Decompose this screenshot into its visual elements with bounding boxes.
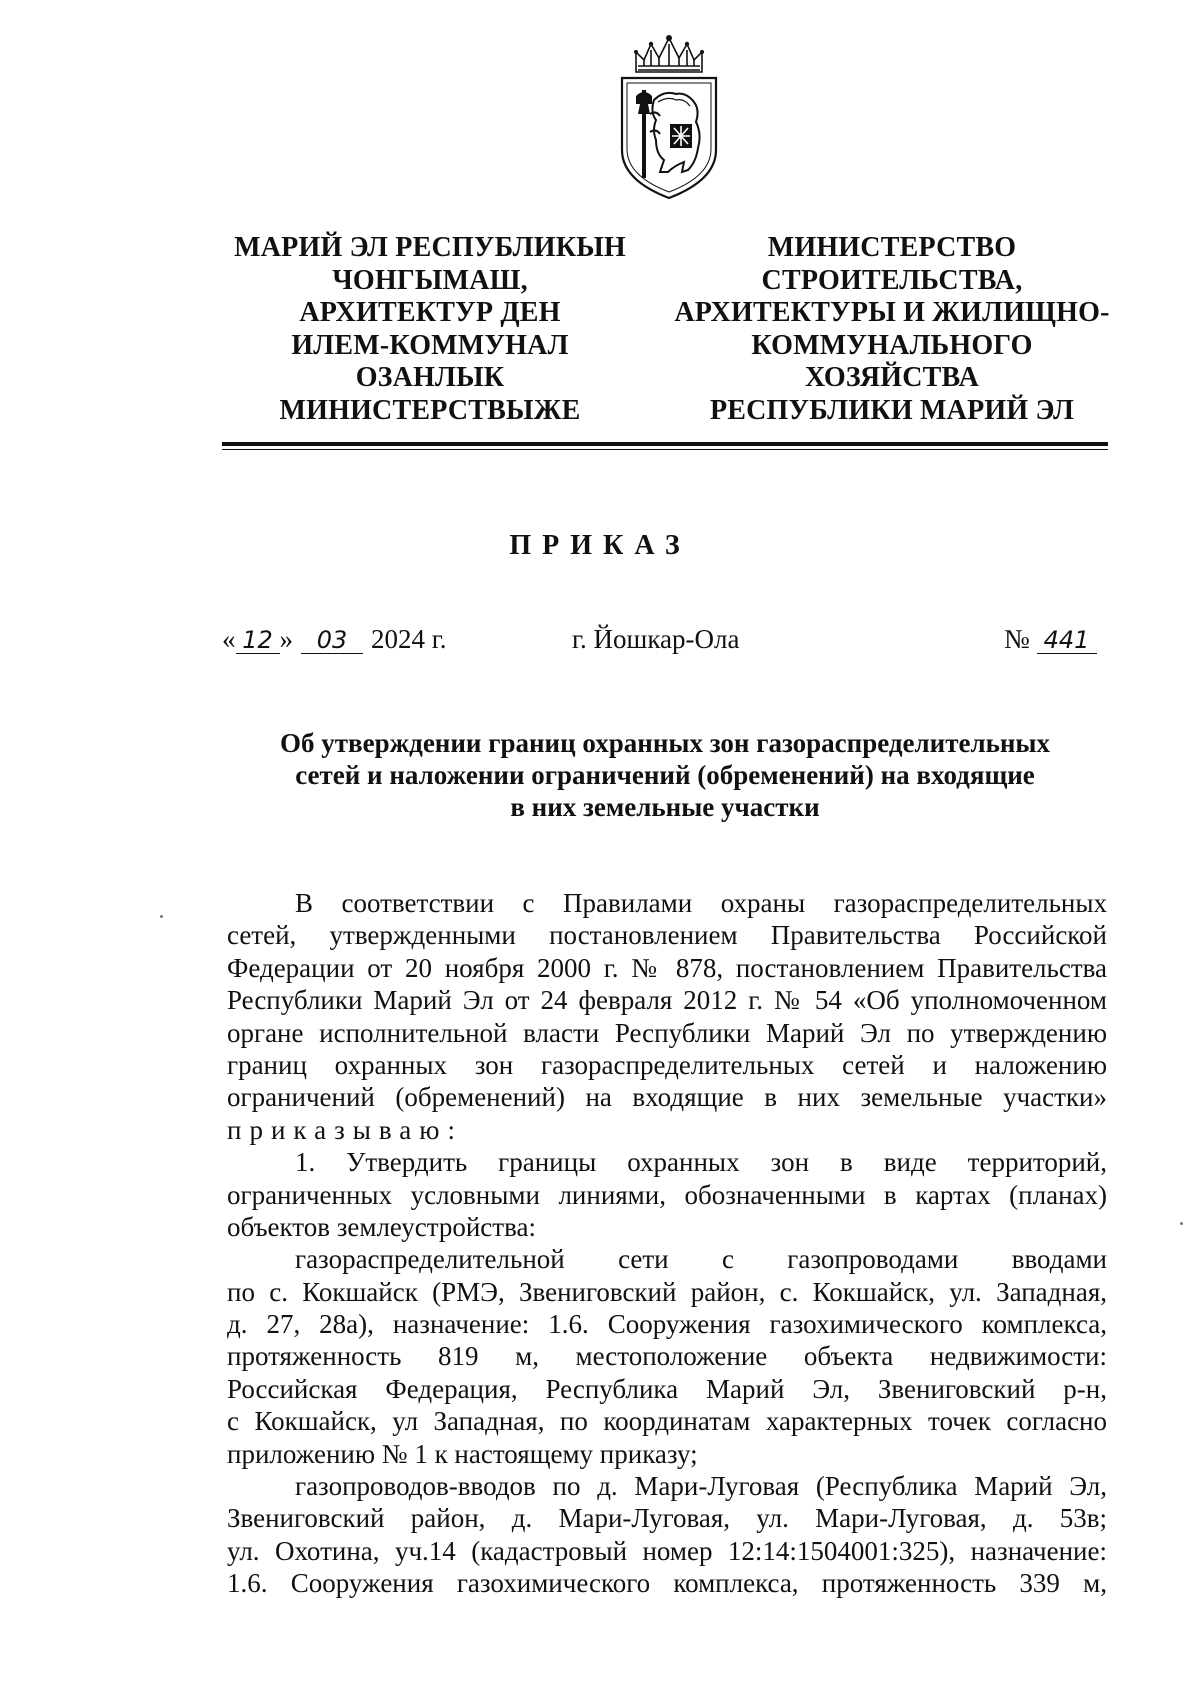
number-handwritten: 441 bbox=[1037, 627, 1097, 654]
document-city: г. Йошкар-Ола bbox=[572, 624, 740, 654]
scan-speck bbox=[160, 915, 163, 918]
document-title bbox=[222, 727, 1108, 823]
header-russian-line: КОММУНАЛЬНОГО bbox=[751, 329, 1033, 361]
header-russian bbox=[672, 232, 1112, 427]
title-line: Об утверждении границ охранных зон газораспределительных bbox=[279, 728, 1051, 758]
body-line: по с. Кокшайск (РМЭ, Звениговский район, с. Кокшайск, ул. Западная, bbox=[227, 1276, 1107, 1307]
body-line: приложению № 1 к настоящему приказу; bbox=[227, 1438, 698, 1469]
header-mari-line: АРХИТЕКТУР ДЕН bbox=[299, 297, 561, 328]
date-month-handwritten: 03 bbox=[301, 627, 363, 654]
body-line: объектов землеустройства: bbox=[227, 1211, 536, 1242]
header-divider-thin bbox=[222, 449, 1108, 450]
document-number bbox=[1004, 624, 1097, 655]
number-label: № bbox=[1004, 624, 1030, 654]
document-type-heading: ПРИКАЗ bbox=[509, 530, 691, 561]
body-line: с Кокшайск, ул Западная, по координатам характерных точек согласно bbox=[227, 1406, 1107, 1437]
header-mari-line: ИЛЕМ-КОММУНАЛ bbox=[291, 329, 569, 361]
body-line: органе исполнительной власти Республики Марий Эл по утверждению bbox=[227, 1017, 1107, 1048]
body-line: границ охранных зон газораспределительных сетей и наложению bbox=[227, 1049, 1107, 1080]
title-line: в них земельные участки bbox=[510, 792, 820, 822]
header-divider-thick bbox=[222, 442, 1108, 446]
header-russian-line: АРХИТЕКТУРЫ И ЖИЛИЩНО- bbox=[674, 297, 1110, 328]
body-line: газопроводов-вводов по д. Мари-Луговая (Республика Марий Эл, bbox=[295, 1471, 1107, 1502]
body-line: Звениговский район, д. Мари-Луговая, ул. Мари-Луговая, д. 53в; bbox=[227, 1503, 1107, 1534]
scan-speck bbox=[1180, 1222, 1183, 1225]
body-line: Российская Федерация, Республика Марий Эл, Звениговский р-н, bbox=[227, 1373, 1107, 1404]
body-line: протяженность 819 м, местоположение объекта недвижимости: bbox=[227, 1341, 1107, 1372]
body-line: ограниченных условными линиями, обозначенными в картах (планах) bbox=[227, 1179, 1107, 1210]
document-body bbox=[227, 887, 1107, 1600]
title-line: сетей и наложении ограничений (обременений) на входящие bbox=[295, 760, 1035, 790]
body-line: Республики Марий Эл от 24 февраля 2012 г. № 54 «Об уполномоченном bbox=[227, 985, 1107, 1016]
header-russian-line: ХОЗЯЙСТВА bbox=[804, 362, 980, 393]
body-line-order-word: приказываю: bbox=[227, 1114, 463, 1145]
header-russian-line: СТРОИТЕЛЬСТВА, bbox=[761, 264, 1023, 296]
header-mari-line: ОЗАНЛЫК bbox=[355, 362, 505, 393]
body-line: Федерации от 20 ноября 2000 г. № 878, постановлением Правительства bbox=[227, 952, 1107, 983]
coat-of-arms-emblem bbox=[614, 30, 724, 205]
date-quote-close: » bbox=[279, 624, 293, 654]
header-mari-line: ЧОНГЫМАШ, bbox=[332, 264, 528, 296]
body-line: газораспределительной сети с газопроводами вводами bbox=[295, 1244, 1107, 1275]
body-line: сетей, утвержденными постановлением Правительства Российской bbox=[227, 920, 1107, 951]
header-russian-line: МИНИСТЕРСТВО bbox=[767, 232, 1017, 263]
body-line: 1.6. Сооружения газохимического комплекса, протяженность 339 м, bbox=[227, 1568, 1107, 1599]
body-line: 1. Утвердить границы охранных зон в виде территорий, bbox=[295, 1147, 1107, 1178]
header-mari bbox=[220, 232, 640, 427]
header-russian-line: РЕСПУБЛИКИ МАРИЙ ЭЛ bbox=[709, 394, 1075, 426]
date-quote-open: « bbox=[222, 624, 236, 654]
header-mari-line: МИНИСТЕРСТВЫЖЕ bbox=[279, 394, 581, 426]
date-day-handwritten: 12 bbox=[236, 627, 280, 654]
document-date bbox=[222, 624, 447, 655]
body-line: В соответствии с Правилами охраны газораспределительных bbox=[295, 888, 1107, 918]
body-line: д. 27, 28а), назначение: 1.6. Сооружения газохимического комплекса, bbox=[227, 1309, 1107, 1340]
date-year: 2024 г. bbox=[371, 624, 447, 654]
body-line: ул. Охотина, уч.14 (кадастровый номер 12:14:1504001:325), назначение: bbox=[227, 1535, 1107, 1566]
header-mari-line: МАРИЙ ЭЛ РЕСПУБЛИКЫН bbox=[234, 232, 626, 263]
body-line: ограничений (обременений) на входящие в них земельные участки» bbox=[227, 1082, 1107, 1113]
